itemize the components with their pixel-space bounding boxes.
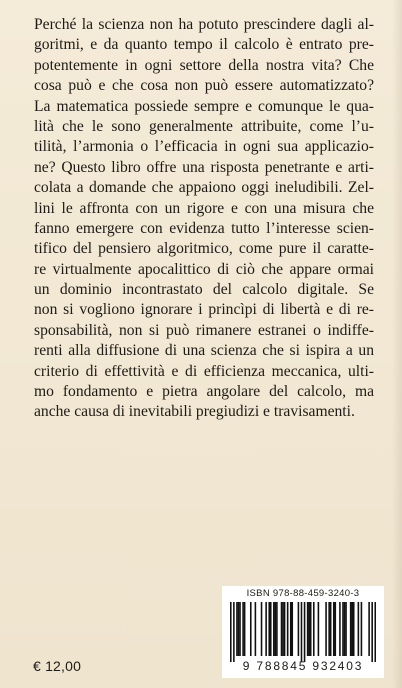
barcode-bar — [361, 602, 363, 656]
barcode-bar — [290, 602, 292, 656]
barcode-bar — [358, 602, 360, 656]
barcode-bar — [270, 602, 272, 656]
blurb-line: La matematica possiede sempre e comunque le qua- — [34, 97, 374, 115]
barcode-bar — [233, 602, 235, 662]
blurb-line: sponsabilità, non si può rimanere estranei o indiffe- — [34, 321, 374, 339]
ean-digits: 9 788845 932403 — [242, 659, 364, 673]
barcode-bar — [307, 602, 309, 656]
blurb-line: tilità, l’armonia o l’efficacia in ogni sua applicazio- — [34, 138, 374, 156]
barcode-bar — [335, 602, 337, 656]
barcode-bar — [268, 602, 270, 656]
blurb-line: lini le affronta con un rigore e con una misura che — [34, 199, 374, 217]
barcode-bar — [301, 602, 303, 662]
barcode-bar — [304, 602, 306, 662]
barcode-bar — [325, 602, 327, 656]
barcode-bar — [276, 602, 278, 656]
barcode-bar — [308, 602, 310, 656]
barcode-bar — [291, 602, 293, 656]
barcode-bar — [371, 602, 373, 662]
barcode-bar — [339, 602, 341, 656]
barcode-bar — [342, 602, 344, 656]
barcode-bar — [281, 602, 283, 656]
barcode-bar — [344, 602, 346, 656]
barcode-bar — [353, 602, 355, 656]
blurb-line: tifico del pensiero algoritmico, come pure il caratte- — [34, 240, 374, 258]
cover-edge-shadow — [392, 0, 402, 688]
blurb-line: ne? Questo libro offre una risposta penetrante e arti- — [34, 158, 374, 176]
blurb-line: potentemente in ogni settore della nostra vita? Che — [34, 56, 374, 74]
blurb-line: anche causa di inevitabili pregiudizi e travisamenti. — [34, 403, 355, 421]
barcode-bar — [287, 602, 289, 656]
isbn-label: ISBN 978-88-459-3240-3 — [246, 588, 360, 599]
barcode-bar — [250, 602, 252, 656]
blurb-line: non si vogliono ignorare i princìpi di libertà e di re- — [34, 301, 374, 319]
barcode-bar — [368, 602, 370, 656]
barcode-bar — [350, 602, 352, 656]
barcode-bar — [255, 602, 257, 656]
barcode-bar — [242, 602, 244, 656]
barcode-bar — [351, 602, 353, 656]
blurb-line: colata a domande che appaiono oggi ineludibili. Zel- — [34, 179, 374, 197]
ean-barcode — [230, 602, 376, 662]
blurb-line: renti alla diffusione di una scienza che si ispira a un — [34, 342, 374, 360]
barcode-bar — [328, 602, 330, 656]
barcode-bar — [261, 602, 263, 656]
blurb-line: mo fondamento e pietra angolare del calcolo, ma — [34, 383, 374, 401]
blurb-line: Perché la scienza non ha potuto prescindere dagli al- — [34, 16, 374, 33]
blurb-line: lità che le sono generalmente attribuite, come l’u- — [34, 117, 374, 135]
barcode-bar — [265, 602, 267, 656]
barcode-bar — [345, 602, 347, 656]
blurb-line: un dominio incontrastato del calcolo digitale. Se — [34, 281, 374, 299]
blurb-line: goritmi, e da quanto tempo il calcolo è entrato pre- — [34, 36, 374, 54]
barcode-bar — [236, 602, 238, 656]
barcode-bar — [310, 602, 312, 656]
barcode-bar — [284, 602, 286, 656]
barcode-bar — [275, 602, 277, 656]
barcode-bar — [313, 602, 315, 656]
barcode-bar — [333, 602, 335, 656]
barcode-panel — [222, 586, 384, 678]
blurb-line: cosa può e che cosa non può essere automatizzato? — [34, 77, 374, 95]
barcode-bar — [230, 602, 232, 662]
blurb-text — [34, 15, 374, 423]
barcode-bar — [298, 602, 300, 656]
barcode-bar — [374, 602, 376, 662]
price-label: € 12,00 — [33, 658, 82, 674]
barcode-bar — [273, 602, 275, 656]
barcode-bar — [318, 602, 320, 656]
blurb-line: fanno emergere con evidenza tutto l’interesse scien- — [34, 219, 374, 237]
barcode-bar — [330, 602, 332, 656]
blurb-line: criterio di effettività e di efficienza meccanica, ulti- — [34, 362, 374, 380]
barcode-bar — [238, 602, 240, 656]
barcode-bar — [282, 602, 284, 656]
barcode-bar — [244, 602, 246, 656]
blurb-line: re virtualmente apocalittico di ciò che appare ormai — [34, 260, 374, 278]
barcode-bar — [239, 602, 241, 656]
